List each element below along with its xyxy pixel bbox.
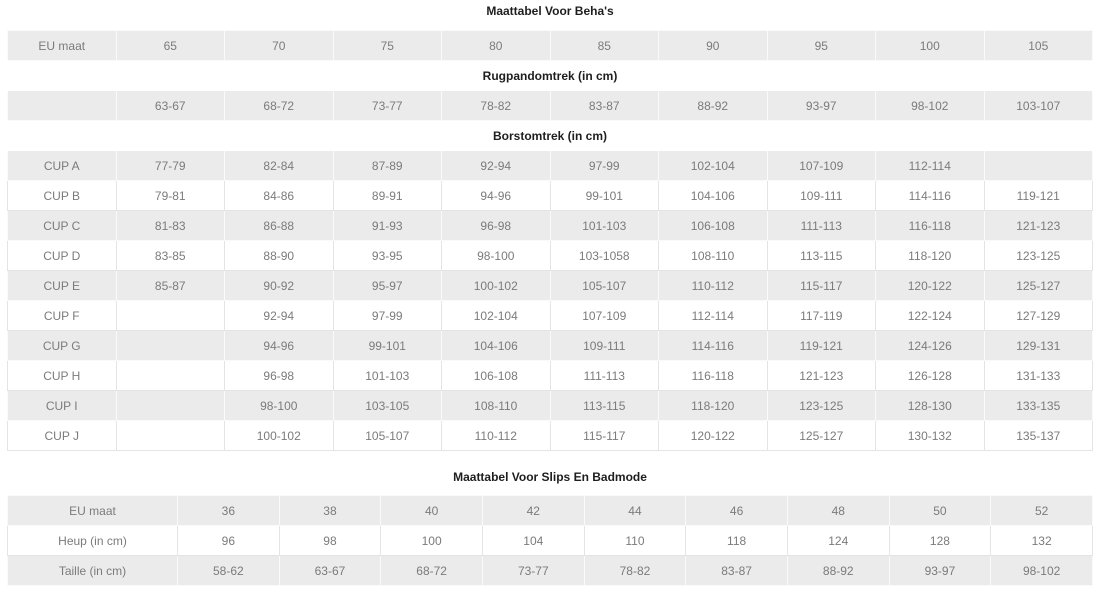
value-cell: 36 — [178, 496, 280, 526]
table-row-cup-a — [8, 151, 1093, 181]
value-cell: 78-82 — [584, 556, 686, 586]
value-cell: 97-99 — [550, 151, 659, 181]
row-label-cell: CUP D — [8, 241, 117, 271]
value-cell: 114-116 — [659, 331, 768, 361]
value-cell: 91-93 — [333, 211, 442, 241]
value-cell: 107-109 — [767, 151, 876, 181]
row-label-cell: CUP H — [8, 361, 117, 391]
value-cell: 109-111 — [550, 331, 659, 361]
value-cell: 118-120 — [659, 391, 768, 421]
section-header-rugpandomtrek-in-cm: Rugpandomtrek (in cm) — [8, 61, 1093, 91]
value-cell: 68-72 — [225, 91, 334, 121]
row-label-cell: CUP E — [8, 271, 117, 301]
value-cell — [116, 361, 225, 391]
value-cell: 81-83 — [116, 211, 225, 241]
value-cell — [116, 331, 225, 361]
value-cell: 107-109 — [550, 301, 659, 331]
value-cell: 105-107 — [550, 271, 659, 301]
value-cell: 90-92 — [225, 271, 334, 301]
value-cell: 86-88 — [225, 211, 334, 241]
value-cell: 63-67 — [116, 91, 225, 121]
value-cell: 96 — [178, 526, 280, 556]
value-cell: 106-108 — [442, 361, 551, 391]
value-cell: 52 — [991, 496, 1093, 526]
value-cell: 96-98 — [442, 211, 551, 241]
value-cell: 94-96 — [225, 331, 334, 361]
value-cell: 122-124 — [876, 301, 985, 331]
value-cell: 88-90 — [225, 241, 334, 271]
row-label-cell: Taille (in cm) — [8, 556, 178, 586]
row-label-cell: CUP F — [8, 301, 117, 331]
value-cell: 118-120 — [876, 241, 985, 271]
value-cell: 93-97 — [767, 91, 876, 121]
value-cell: 108-110 — [442, 391, 551, 421]
row-label-cell: EU maat — [8, 496, 178, 526]
value-cell: 112-114 — [659, 301, 768, 331]
value-cell: 131-133 — [984, 361, 1093, 391]
value-cell: 98 — [279, 526, 381, 556]
value-cell: 78-82 — [442, 91, 551, 121]
value-cell: 83-87 — [550, 91, 659, 121]
table-row — [8, 91, 1093, 121]
value-cell: 102-104 — [442, 301, 551, 331]
table-row-cup-f — [8, 301, 1093, 331]
value-cell: 118 — [686, 526, 788, 556]
value-cell: 128 — [889, 526, 991, 556]
section-row-rugpandomtrek-in-cm — [8, 61, 1093, 91]
value-cell: 119-121 — [984, 181, 1093, 211]
value-cell: 83-87 — [686, 556, 788, 586]
value-cell: 92-94 — [442, 151, 551, 181]
value-cell: 68-72 — [381, 556, 483, 586]
value-cell: 103-107 — [984, 91, 1093, 121]
row-label-cell: CUP J — [8, 421, 117, 451]
value-cell: 124-126 — [876, 331, 985, 361]
table-row-eu-maat — [8, 31, 1093, 61]
value-cell: 73-77 — [333, 91, 442, 121]
value-cell: 99-101 — [550, 181, 659, 211]
value-cell: 120-122 — [659, 421, 768, 451]
value-cell: 113-115 — [550, 391, 659, 421]
value-cell: 105 — [984, 31, 1093, 61]
value-cell: 93-95 — [333, 241, 442, 271]
value-cell: 117-119 — [767, 301, 876, 331]
table-row-cup-h — [8, 361, 1093, 391]
value-cell: 85 — [550, 31, 659, 61]
value-cell: 130-132 — [876, 421, 985, 451]
value-cell: 108-110 — [659, 241, 768, 271]
row-label-cell — [8, 91, 117, 121]
value-cell: 95-97 — [333, 271, 442, 301]
value-cell: 102-104 — [659, 151, 768, 181]
value-cell: 97-99 — [333, 301, 442, 331]
value-cell: 115-117 — [550, 421, 659, 451]
value-cell: 115-117 — [767, 271, 876, 301]
section-header-borstomtrek-in-cm: Borstomtrek (in cm) — [8, 121, 1093, 151]
slips-swimwear-size-table — [7, 495, 1093, 586]
value-cell: 110-112 — [659, 271, 768, 301]
value-cell: 126-128 — [876, 361, 985, 391]
value-cell: 119-121 — [767, 331, 876, 361]
table-row-cup-i — [8, 391, 1093, 421]
value-cell: 77-79 — [116, 151, 225, 181]
value-cell: 105-107 — [333, 421, 442, 451]
value-cell: 125-127 — [767, 421, 876, 451]
row-label-cell: EU maat — [8, 31, 117, 61]
value-cell: 121-123 — [984, 211, 1093, 241]
value-cell: 65 — [116, 31, 225, 61]
value-cell: 44 — [584, 496, 686, 526]
value-cell: 103-1058 — [550, 241, 659, 271]
value-cell — [116, 301, 225, 331]
value-cell — [116, 391, 225, 421]
row-label-cell: CUP G — [8, 331, 117, 361]
table-row-heup-in-cm — [8, 526, 1093, 556]
value-cell: 98-100 — [442, 241, 551, 271]
value-cell — [116, 421, 225, 451]
value-cell: 104-106 — [442, 331, 551, 361]
row-label-cell: CUP B — [8, 181, 117, 211]
value-cell: 94-96 — [442, 181, 551, 211]
value-cell: 103-105 — [333, 391, 442, 421]
table-row-eu-maat — [8, 496, 1093, 526]
value-cell: 46 — [686, 496, 788, 526]
value-cell: 50 — [889, 496, 991, 526]
value-cell: 128-130 — [876, 391, 985, 421]
value-cell: 127-129 — [984, 301, 1093, 331]
value-cell: 82-84 — [225, 151, 334, 181]
value-cell: 98-100 — [225, 391, 334, 421]
table-row-cup-c — [8, 211, 1093, 241]
value-cell: 129-131 — [984, 331, 1093, 361]
value-cell: 98-102 — [876, 91, 985, 121]
row-label-cell: CUP I — [8, 391, 117, 421]
value-cell: 88-92 — [659, 91, 768, 121]
value-cell: 40 — [381, 496, 483, 526]
table-row-cup-b — [8, 181, 1093, 211]
slips-swimwear-table-title: Maattabel Voor Slips En Badmode — [453, 470, 647, 484]
section-row-borstomtrek-in-cm — [8, 121, 1093, 151]
value-cell: 100 — [381, 526, 483, 556]
value-cell: 70 — [225, 31, 334, 61]
table-row-cup-d — [8, 241, 1093, 271]
value-cell: 100-102 — [442, 271, 551, 301]
value-cell: 125-127 — [984, 271, 1093, 301]
value-cell: 95 — [767, 31, 876, 61]
value-cell: 109-111 — [767, 181, 876, 211]
value-cell: 84-86 — [225, 181, 334, 211]
value-cell: 79-81 — [116, 181, 225, 211]
value-cell: 92-94 — [225, 301, 334, 331]
table-row-cup-e — [8, 271, 1093, 301]
value-cell: 90 — [659, 31, 768, 61]
value-cell: 99-101 — [333, 331, 442, 361]
row-label-cell: CUP C — [8, 211, 117, 241]
value-cell: 89-91 — [333, 181, 442, 211]
value-cell: 88-92 — [787, 556, 889, 586]
value-cell: 110 — [584, 526, 686, 556]
value-cell: 116-118 — [876, 211, 985, 241]
value-cell: 112-114 — [876, 151, 985, 181]
value-cell: 63-67 — [279, 556, 381, 586]
value-cell: 104 — [482, 526, 584, 556]
value-cell: 106-108 — [659, 211, 768, 241]
value-cell: 104-106 — [659, 181, 768, 211]
value-cell: 48 — [787, 496, 889, 526]
value-cell: 114-116 — [876, 181, 985, 211]
value-cell: 73-77 — [482, 556, 584, 586]
size-chart-page — [0, 4, 1100, 586]
value-cell: 93-97 — [889, 556, 991, 586]
value-cell: 123-125 — [984, 241, 1093, 271]
value-cell: 116-118 — [659, 361, 768, 391]
value-cell: 111-113 — [550, 361, 659, 391]
value-cell: 132 — [991, 526, 1093, 556]
table-row-cup-j — [8, 421, 1093, 451]
value-cell: 80 — [442, 31, 551, 61]
value-cell: 135-137 — [984, 421, 1093, 451]
value-cell: 113-115 — [767, 241, 876, 271]
row-label-cell: Heup (in cm) — [8, 526, 178, 556]
value-cell: 123-125 — [767, 391, 876, 421]
bra-size-table — [7, 30, 1093, 451]
value-cell: 110-112 — [442, 421, 551, 451]
value-cell: 133-135 — [984, 391, 1093, 421]
table-row-cup-g — [8, 331, 1093, 361]
value-cell: 100 — [876, 31, 985, 61]
value-cell: 38 — [279, 496, 381, 526]
value-cell: 58-62 — [178, 556, 280, 586]
value-cell: 101-103 — [550, 211, 659, 241]
value-cell: 75 — [333, 31, 442, 61]
value-cell: 83-85 — [116, 241, 225, 271]
value-cell: 100-102 — [225, 421, 334, 451]
table-row-taille-in-cm — [8, 556, 1093, 586]
value-cell: 98-102 — [991, 556, 1093, 586]
value-cell: 42 — [482, 496, 584, 526]
bra-table-title: Maattabel Voor Beha's — [486, 4, 614, 18]
value-cell: 85-87 — [116, 271, 225, 301]
value-cell: 111-113 — [767, 211, 876, 241]
row-label-cell: CUP A — [8, 151, 117, 181]
value-cell: 87-89 — [333, 151, 442, 181]
value-cell — [984, 151, 1093, 181]
value-cell: 101-103 — [333, 361, 442, 391]
value-cell: 96-98 — [225, 361, 334, 391]
value-cell: 120-122 — [876, 271, 985, 301]
value-cell: 124 — [787, 526, 889, 556]
value-cell: 121-123 — [767, 361, 876, 391]
